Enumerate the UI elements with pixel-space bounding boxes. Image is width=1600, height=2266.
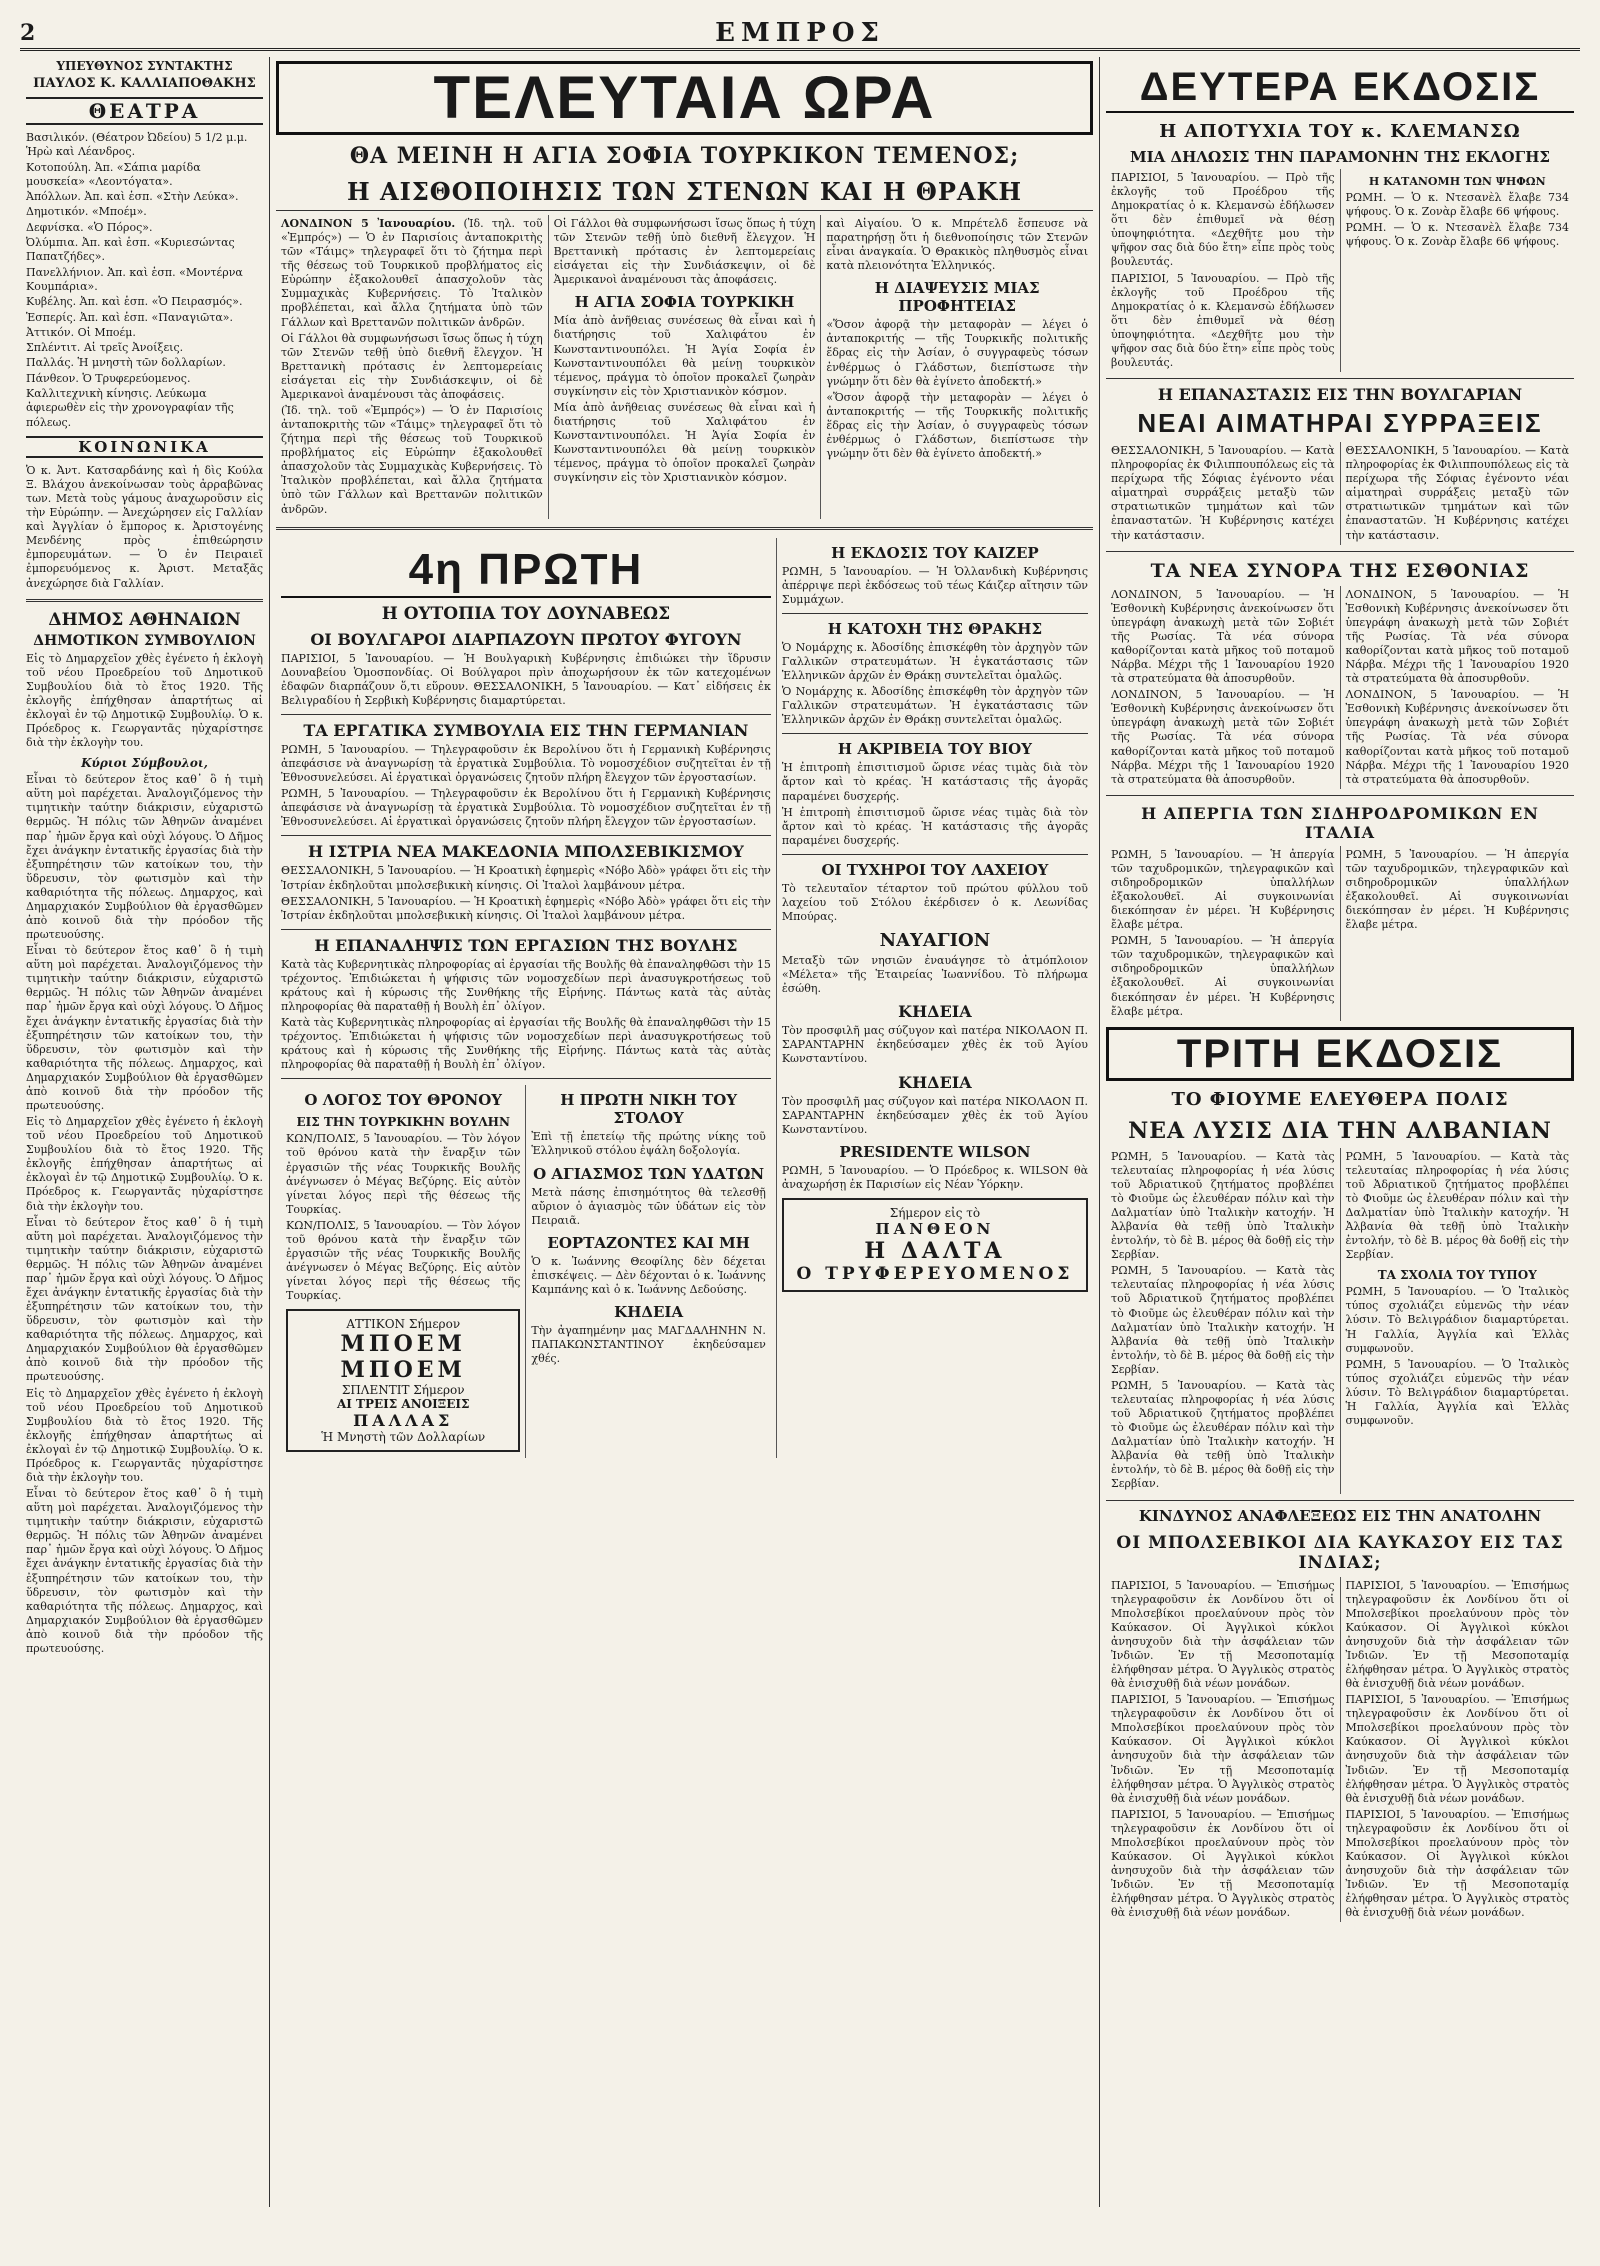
thrace-text: Ὁ Νομάρχης κ. Ἀδοσίδης ἐπισκέφθη τὸν ἀρχηγὸν τῶν Γαλλικῶν στρατευμάτων. Ἡ ἐγκατάστασις τῶν Ἑλληνικῶν ἀρχῶν ἐν Θράκῃ συντελεῖται ὁμαλῶς. [781,640,1088,683]
list-item: Πανελλήνιον. Ἀπ. καὶ ἑσπ. «Μοντέρνα Κουμπάρια». [26,265,243,293]
page-number: 2 [20,20,36,46]
throne-text: ΚΩΝ/ΠΟΛΙΣ, 5 Ἰανουαρίου. — Τὸν λόγον τοῦ θρόνου κατὰ τὴν ἔναρξιν τῶν ἐργασιῶν τῆς νέας Τουρκικῆς Βουλῆς ἀνέγνωσεν ὁ Μέγας Βεζύρης. Εἰς αὐτὸν γίνεται λόγος περὶ τῆς θέσεως τῆς Τουρκίας. [286,1218,521,1303]
municipal-subtitle: ΔΗΜΟΤΙΚΟΝ ΣΥΜΒΟΥΛΙΟΝ [33,632,256,649]
list-item: Ἀττικόν. Οἱ Μποέμ. [26,325,136,339]
column-right [1100,57,1580,2207]
list-item: Κυβέλης. Ἀπ. καὶ ἑσπ. «Ὁ Πειρασμός». [26,295,243,309]
strike-text: ΡΩΜΗ, 5 Ἰανουαρίου. — Ἡ ἀπεργία τῶν ταχυδρομικῶν, τηλεγραφικῶν καὶ σιδηροδρομικῶν ὑπαλλήλων ἐξακολουθεῖ. Αἱ συγκοινωνίαι διεκόπησαν ἐν μέρει. Ἡ Κυβέρνησις ἔλαβε μέτρα. [1345,847,1569,932]
prophecy-headline: Η ΔΙΑΨΕΥΣΙΣ ΜΙΑΣ ΠΡΟΦΗΤΕΙΑΣ [874,279,1040,316]
east-text: ΠΑΡΙΣΙΟΙ, 5 Ἰανουαρίου. — Ἐπισήμως τηλεγραφοῦσιν ἐκ Λονδίνου ὅτι οἱ Μπολσεβίκοι προελαύνουν πρὸς τὸν Καύκασον. Οἱ Ἀγγλικοὶ κύκλοι ἀνησυχοῦν διὰ τὴν ἀσφάλειαν τῶν Ἰνδιῶν. Ἐν τῇ Μεσοποταμίᾳ ἐλήφθησαν μέτρα. Ὁ Ἀγγλικὸς στρατὸς θὰ ἐνισχυθῇ διὰ νέων μονάδων. [1345,1578,1569,1691]
kaiser-title: Η ΕΚΔΟΣΙΣ ΤΟΥ ΚΑΙΖΕΡ [831,543,1039,562]
newspaper-page [20,18,1580,2228]
press-text: ΡΩΜΗ, 5 Ἰανουαρίου. — Ὁ Ἰταλικὸς τύπος σχολιάζει εὐμενῶς τὴν νέαν λύσιν. Τὸ Βελιγράδιον διαμαρτύρεται. Ἡ Γαλλία, Ἀγγλία καὶ Ἑλλὰς συμφωνοῦν. [1345,1357,1569,1427]
vote-text: ΡΩΜΗ. — Ὁ κ. Ντεσανὲλ ἔλαβε 734 ψήφους. Ὁ κ. Ζονὰρ ἔλαβε 66 ψήφους. [1345,191,1569,219]
lead-story [276,215,1093,519]
editor-name: ΠΑΥΛΟΣ Κ. ΚΑΛΛΙΑΠΟΘΑΚΗΣ [33,76,256,91]
prophecy-text: «Ὅσον ἀφορᾷ τὴν μεταφορὰν — λέγει ὁ ἀνταποκριτής — τῆς Τουρκικῆς πολιτικῆς ἕδρας εἰς τὴν Ἀσίαν, ὁ συγγραφεὺς τόσων ἐνθέρμως ὁ Γλάδστων, διεπίστωσε τὴν γνώμην ὅτι δὲν θὰ ἐγίνετο ἀποδεκτή.» [826,318,1089,388]
estonia-text: ΛΟΝΔΙΝΟΝ, 5 Ἰανουαρίου. — Ἡ Ἐσθονικὴ Κυβέρνησις ἀνεκοίνωσεν ὅτι ὑπεγράφη ἀνακωχὴ μετὰ τῶν Σοβιέτ τῆς Ρωσίας. Τὰ νέα σύνορα καθορίζονται κατὰ μῆκος τοῦ ποταμοῦ Νάρβα. Μέχρι τῆς 1 Ἰανουαρίου 1920 τὰ στρατεύματα θὰ ἀποσυρθοῦν. [1111,587,1335,686]
list-item: Δημοτικόν. «Μποέμ». [26,205,147,219]
theatre-list [26,131,263,430]
press-title: ΤΑ ΣΧΟΛΙΑ ΤΟΥ ΤΥΠΟΥ [1377,1268,1537,1283]
masthead [20,18,1580,51]
shipwreck-text: Μεταξὺ τῶν νησιῶν ἐναυάγησε τὸ ἀτμόπλοιον «Μέλετα» τῆς Ἑταιρείας Ἰωαννίδου. Τὸ πλήρωμα ἐσώθη. [781,954,1088,996]
throne-title: Ο ΛΟΓΟΣ ΤΟΥ ΘΡΟΝΟΥ [304,1091,502,1110]
istria-title: Η ΙΣΤΡΙΑ ΝΕΑ ΜΑΚΕΔΟΝΙΑ ΜΠΟΛΣΕΒΙΚΙΣΜΟΥ [308,842,744,862]
strike-title: Η ΑΠΕΡΓΙΑ ΤΩΝ ΣΙΔΗΡΟΔΡΟΜΙΚΩΝ ΕΝ ΙΤΑΛΙΑ [1141,803,1539,842]
waters-text: Μετὰ πάσης ἐπισημότητος θὰ τελεσθῇ αὔριον ὁ ἁγιασμὸς τῶν ὑδάτων εἰς τὸν Πειραιᾶ. [531,1185,766,1227]
dateline: ΛΟΝΔΙΝΟΝ 5 Ἰανουαρίου. [281,217,456,230]
east-title: ΚΙΝΔΥΝΟΣ ΑΝΑΦΛΕΞΕΩΣ ΕΙΣ ΤΗΝ ΑΝΑΤΟΛΗΝ [1138,1506,1542,1525]
albania-text: ΡΩΜΗ, 5 Ἰανουαρίου. — Κατὰ τὰς τελευταίας πληροφορίας ἡ νέα λύσις τοῦ Ἀδριατικοῦ ζητήματος προβλέπει τὸ Φιοῦμε ὡς ἐλευθέραν πόλιν καὶ τὴν Δαλματίαν ὑπὸ Ἰταλικὴν κατοχήν. Ἡ Ἀλβανία θὰ τεθῇ ὑπὸ Ἰταλικὴν ἐντολήν, τὸ δὲ Β. μέρος θὰ δοθῇ εἰς τὴν Σερβίαν. [1345,1149,1569,1262]
shipwreck-title: ΝΑΥΑΓΙΟΝ [879,930,991,952]
sofia-text: Μία ἀπὸ ἀνῆθειας συνέσεως θὰ εἶναι καὶ ἡ διατήρησις τοῦ Χαλιφάτου ἐν Κωνσταντινουπόλει. Ἡ Ἁγία Σοφία ἐν Κωνσταντινουπόλει θὰ μείνῃ τουρκικὸν τέμενος, πράγμα τὸ ὁποῖον προκαλεῖ ζωηρὰν συγκίνησιν εἰς τὸν Χριστιανικὸν κόσμον. [553,400,816,485]
municipal-speech: Εἶναι τὸ δεύτερον ἔτος καθ᾽ ὃ ἡ τιμὴ αὕτη μοὶ παρέχεται. Ἀναλογιζόμενος τὴν τιμητικὴν ταύτην διάκρισιν, εὐχαριστῶ θερμῶς. Ἡ πόλις τῶν Ἀθηνῶν ἀναμένει παρ᾽ ἡμῶν ἔργα καὶ οὐχὶ λόγους. Ὁ Δῆμος ἔχει ἀνάγκην ἐντατικῆς ἐργασίας διὰ τὴν ἐξυπηρέτησιν τῶν κατοίκων του, τὴν ὕδρευσιν, τὸν φωτισμὸν καὶ τὴν καθαριότητα τῆς πόλεως. Δημαρχος, καὶ Δημαρχιακόν Συμβούλιον θὰ ἐργασθῶμεν ἀπὸ κοινοῦ διὰ τὴν πρόοδον τῆς πρωτευούσης. [26,773,263,942]
albania-text: ΡΩΜΗ, 5 Ἰανουαρίου. — Κατὰ τὰς τελευταίας πληροφορίας ἡ νέα λύσις τοῦ Ἀδριατικοῦ ζητήματος προβλέπει τὸ Φιοῦμε ὡς ἐλευθέραν πόλιν καὶ τὴν Δαλματίαν ὑπὸ Ἰταλικὴν κατοχήν. Ἡ Ἀλβανία θὰ τεθῇ ὑπὸ Ἰταλικὴν ἐντολήν, τὸ δὲ Β. μέρος θὰ δοθῇ εἰς τὴν Σερβίαν. [1111,1378,1335,1491]
theatre-title: ΘΕΑΤΡΑ [26,97,263,125]
estonia-text: ΛΟΝΔΙΝΟΝ, 5 Ἰανουαρίου. — Ἡ Ἐσθονικὴ Κυβέρνησις ἀνεκοίνωσεν ὅτι ὑπεγράφη ἀνακωχὴ μετὰ τῶν Σοβιέτ τῆς Ρωσίας. Τὰ νέα σύνορα καθορίζονται κατὰ μῆκος τοῦ ποταμοῦ Νάρβα. Μέχρι τῆς 1 Ἰανουαρίου 1920 τὰ στρατεύματα θὰ ἀποσυρθοῦν. [1345,688,1569,786]
ad-title: ΜΠΟΕΜ [340,1331,466,1358]
dounavis-text: ΠΑΡΙΣΙΟΙ, 5 Ἰανουαρίου. — Ἡ Βουλγαρικὴ Κυβέρνησις ἐπιδιώκει τὴν ἵδρυσιν Δουναβείου Ὁμοσπονδίας. Οἱ Βούλγαροι πρὶν ἀποχωρήσουν ἐκ τῶν κατεχομένων ἐδαφῶν διαρπάζουν ὅ,τι εὕρουν. ΘΕΣΣΑΛΟΝΙΚΗ, 5 Ἰανουαρίου. — Κατ᾽ εἰδήσεις ἐκ Βελιγραδίου ἡ Σερβικὴ Κυβέρνησις διαμαρτύρεται. [281,651,771,707]
albania-title: ΝΕΑ ΛΥΣΙΣ ΔΙΑ ΤΗΝ ΑΛΒΑΝΙΑΝ [1128,1117,1552,1144]
funeral-text: Τὴν ἀγαπημένην μας ΜΑΓΔΑΛΗΝΗΝ Ν. ΠΑΠΑΚΩΝΣΤΑΝΤΙΝΟΥ ἐκηδεύσαμεν χθές. [531,1323,766,1366]
victory-text: Ἐπὶ τῇ ἐπετείῳ τῆς πρώτης νίκης τοῦ Ἑλληνικοῦ στόλου ἐψάλη δοξολογία. [531,1130,766,1158]
albania-text: ΡΩΜΗ, 5 Ἰανουαρίου. — Κατὰ τὰς τελευταίας πληροφορίας ἡ νέα λύσις τοῦ Ἀδριατικοῦ ζητήματος προβλέπει τὸ Φιοῦμε ὡς ἐλευθέραν πόλιν καὶ τὴν Δαλματίαν ὑπὸ Ἰταλικὴν κατοχήν. Ἡ Ἀλβανία θὰ τεθῇ ὑπὸ Ἰταλικὴν ἐντολήν, τὸ δὲ Β. μέρος θὰ δοθῇ εἰς τὴν Σερβίαν. [1111,1264,1335,1376]
prophecy-text: «Ὅσον ἀφορᾷ τὴν μεταφορὰν — λέγει ὁ ἀνταποκριτής — τῆς Τουρκικῆς πολιτικῆς ἕδρας εἰς τὴν Ἀσίαν, ὁ συγγραφεὺς τόσων ἐνθέρμως ὁ Γλάδστων, διεπίστωσε τὴν γνώμην ὅτι δὲν θὰ ἐγίνετο ἀποδεκτή.» [826,390,1089,461]
funeral-text: Τὸν προσφιλῆ μας σύζυγον καὶ πατέρα ΝΙΚΟΛΑΟΝ Π. ΣΑΡΑΝΤΑΡΗΝ ἐκηδεύσαμεν χθὲς ἐκ τοῦ Ἁγίου Κωνσταντίνου. [781,1094,1088,1136]
councils-text: ΡΩΜΗ, 5 Ἰανουαρίου. — Τηλεγραφοῦσιν ἐκ Βερολίνου ὅτι ἡ Γερμανικὴ Κυβέρνησις ἀπεφάσισε νὰ ἀναγνωρίσῃ τὰ ἐργατικὰ Συμβούλια. Τὸ νομοσχέδιον συζητεῖται ἐν τῇ Ἐθνοσυνελεύσει. Αἱ ἐργατικαὶ ὀργανώσεις ζητοῦν πλήρη ἔλεγχον τῶν ἐργοστασίων. [281,787,771,829]
kaiser-text: ΡΩΜΗ, 5 Ἰανουαρίου. — Ἡ Ὁλλανδικὴ Κυβέρνησις ἀπέρριψε περὶ ἐκδόσεως τοῦ τέως Κάιζερ αἴτησιν τῶν Συμμάχων. [781,564,1088,606]
speech-title: Κύριοι Σύμβουλοι, [81,756,208,771]
ad-venue: ΣΠΛΕΝΤΙΤ Σήμερον [341,1383,465,1398]
ad-venue: ΠΑΝΘΕΟΝ [875,1219,995,1238]
municipal-text: Εἰς τὸ Δημαρχεῖον χθὲς ἐγένετο ἡ ἐκλογὴ τοῦ νέου Προεδρείου τοῦ Δημοτικοῦ Συμβουλίου διὰ τὸ ἔτος 1920. Τῆς ἐκλογῆς ἐπήχθησαν ἀπαρτήτως αἱ ἐκλογαὶ ἐν τῷ Δημοτικῷ Συμβουλίῳ. Ὁ κ. Πρόεδρος κ. Γεωργαντᾶς ηὐχαρίστησε διὰ τὴν ἐκλογὴν του. [26,651,263,750]
wilson-title: PRESIDENTE WILSON [839,1142,1031,1161]
dounavis-sub: ΟΙ ΒΟΥΛΓΑΡΟΙ ΔΙΑΡΠΑΖΟΥΝ ΠΡΩΤΟΥ ΦΥΓΟΥΝ [310,629,742,649]
nameday-title: ΕΟΡΤΑΖΟΝΤΕΣ ΚΑΙ ΜΗ [547,1233,750,1252]
list-item: Ἀπόλλων. Ἀπ. καὶ ἑσπ. «Στὴν Λεύκα». [26,190,239,204]
editor-label: ΥΠΕΥΘΥΝΟΣ ΣΥΝΤΑΚΤΗΣ [56,59,233,73]
estonia-text: ΛΟΝΔΙΝΟΝ, 5 Ἰανουαρίου. — Ἡ Ἐσθονικὴ Κυβέρνησις ἀνεκοίνωσεν ὅτι ὑπεγράφη ἀνακωχὴ μετὰ τῶν Σοβιέτ τῆς Ρωσίας. Τὰ νέα σύνορα καθορίζονται κατὰ μῆκος τοῦ ποταμοῦ Νάρβα. Μέχρι τῆς 1 Ἰανουαρίου 1920 τὰ στρατεύματα θὰ ἀποσυρθοῦν. [1111,688,1335,786]
dounavis-title: Η ΟΥΤΟΠΙΑ ΤΟΥ ΔΟΥΝΑΒΕΩΣ [381,603,671,624]
list-item: Δεφνίσκα. «Ὁ Πόρος». [26,220,153,234]
funeral-title: ΚΗΔΕΙΑ [614,1302,684,1321]
lead-text: (Ἰδ. τηλ. τοῦ «Ἐμπρός») — Ὁ ἐν Παρισίοις ἀνταποκριτὴς τῶν «Τάιμς» τηλεγραφεῖ ὅτι τὸ ζήτημα περὶ τῆς θέσεως τοῦ Τουρκικοῦ προβλήματος εἰς Εὐρώπην ἐξακολουθεῖ ἀπασχολοῦν τὰς Συμμαχικὰς Κυβερνήσεις. Τὸ Ἰταλικὸν προβλέπεται, καὶ ἄλλα ζητήματα ὑπὸ τῶν Γάλλων καὶ Βρεττανῶν πολιτικῶν ἀνδρῶν. [281,404,543,516]
municipal-speech: Εἰς τὸ Δημαρχεῖον χθὲς ἐγένετο ἡ ἐκλογὴ τοῦ νέου Προεδρείου τοῦ Δημοτικοῦ Συμβουλίου διὰ τὸ ἔτος 1920. Τῆς ἐκλογῆς ἐπήχθησαν ἀπαρτήτως αἱ ἐκλογαὶ ἐν τῷ Δημοτικῷ Συμβουλίῳ. Ὁ κ. Πρόεδρος κ. Γεωργαντᾶς ηὐχαρίστησε διὰ τὴν ἐκλογὴν του. [26,1386,263,1485]
ad-title: ΜΠΟΕΜ [340,1357,466,1384]
fourth-edition-banner: 4η ΠΡΩΤΗ [281,544,771,598]
throne-text: ΚΩΝ/ΠΟΛΙΣ, 5 Ἰανουαρίου. — Τὸν λόγον τοῦ θρόνου κατὰ τὴν ἔναρξιν τῶν ἐργασιῶν τῆς νέας Τουρκικῆς Βουλῆς ἀνέγνωσεν ὁ Μέγας Βεζύρης. Εἰς αὐτὸν γίνεται λόγος περὶ τῆς θέσεως τῆς Τουρκίας. [286,1132,521,1216]
column-left [20,57,270,2207]
price-text: Ἡ ἐπιτροπὴ ἐπισιτισμοῦ ὥρισε νέας τιμὰς διὰ τὸν ἄρτον καὶ τὸ κρέας. Ἡ κατάστασις τῆς ἀγορᾶς παραμένει δυσχερής. [781,761,1088,803]
lead-text: (Ἰδ. τηλ. τοῦ «Ἐμπρός») — Ὁ ἐν Παρισίοις ἀνταποκριτὴς τῶν «Τάιμς» τηλεγραφεῖ ὅτι τὸ ζήτημα περὶ τῆς θέσεως τοῦ Τουρκικοῦ προβλήματος εἰς Εὐρώπην ἐξακολουθεῖ ἀπασχολοῦν τὰς Συμμαχικὰς Κυβερνήσεις. Τὸ Ἰταλικὸν προβλέπεται, καὶ ἄλλα ζητήματα ὑπὸ τῶν Γάλλων καὶ Βρεττανῶν πολιτικῶν ἀνδρῶν. [281,217,543,329]
parliament-text: Κατὰ τὰς Κυβερνητικὰς πληροφορίας αἱ ἐργασίαι τῆς Βουλῆς θὰ ἐπαναληφθῶσι τὴν 15 τρέχοντος. Ἐπιδιώκεται ἡ ψήφισις τῶν νομοσχεδίων περὶ ἀνασυγκροτήσεως τοῦ κράτους καὶ ἡ κύρωσις τῆς Συνθήκης τῆς Εἰρήνης. Πάντως κατὰ τὰς αὐτὰς πληροφορίας θὰ παραταθῇ ἡ Βουλὴ ἐπ᾽ ὀλίγον. [281,1016,771,1072]
price-title: Η ΑΚΡΙΒΕΙΑ ΤΟΥ ΒΙΟΥ [837,740,1032,759]
list-item: Κοτοπούλη. Ἀπ. «Σάπια μαρίδα μουσκεία» «Λεοντόγατα». [26,160,201,188]
parliament-title: Η ΕΠΑΝΑΛΗΨΙΣ ΤΩΝ ΕΡΓΑΣΙΩΝ ΤΗΣ ΒΟΥΛΗΣ [314,935,738,955]
wilson-text: ΡΩΜΗ, 5 Ἰανουαρίου. — Ὁ Πρόεδρος κ. WILSON θὰ ἀναχωρήσῃ ἐκ Παρισίων εἰς Νέαν Ὑόρκην. [781,1163,1088,1191]
top-banner: ΤΕΛΕΥΤΑΙΑ ΩΡΑ [276,61,1093,135]
fiume-title: ΤΟ ΦΙΟΥΜΕ ΕΛΕΥΘΕΡΑ ΠΟΛΙΣ [1171,1088,1509,1110]
ad-title: Ο ΤΡΥΦΕΡΕΥΟΜΕΝΟΣ [796,1263,1074,1284]
ad-title: Η ΔΑΛΤΑ [864,1237,1006,1264]
social-text: Ὁ κ. Ἀντ. Κατσαρδάνης καὶ ἡ δὶς Κούλα Ξ. Βλάχου ἀνεκοίνωσαν τοὺς ἀρραβῶνας των. Μετὰ τοὺς γάμους ἀναχωροῦσιν εἰς τὴν Εὐρώπην. — Ἀνεχώρησεν εἰς Γαλλίαν καὶ Ἀγγλίαν ὁ ἔμπορος κ. Ἀριστογένης Μενδένης πρὸς ἐπιθεώρησιν ἐμπορευμάτων. — Ὁ ἐν Πειραιεῖ ἐμπορευόμενος κ. Ἀριστ. Μεταξᾶς ἀνεχώρησε διὰ Γαλλίαν. [26,463,263,590]
bulgaria-rev-title: Η ΕΠΑΝΑΣΤΑΣΙΣ ΕΙΣ ΤΗΝ ΒΟΥΛΓΑΡΙΑΝ [1157,385,1523,405]
clemenceau-text: ΠΑΡΙΣΙΟΙ, 5 Ἰανουαρίου. — Πρὸ τῆς ἐκλογῆς τοῦ Προέδρου τῆς Δημοκρατίας ὁ κ. Κλεμανσὼ ἐδήλωσεν ὅτι δὲν ἐπιθυμεῖ νὰ θέσῃ ὑποψηφιότητα. «Δεχθῆτε μου τὴν ψῆφον σας διὰ δύο ἔτη» εἶπε πρὸς τοὺς βουλευτάς. [1111,171,1335,269]
sofia-text: Μία ἀπὸ ἀνῆθειας συνέσεως θὰ εἶναι καὶ ἡ διατήρησις τοῦ Χαλιφάτου ἐν Κωνσταντινουπόλει. Ἡ Ἁγία Σοφία ἐν Κωνσταντινουπόλει θὰ μείνῃ τουρκικὸν τέμενος, πράγμα τὸ ὁποῖον προκαλεῖ ζωηρὰν συγκίνησιν εἰς τὸν Χριστιανικὸν κόσμον. [553,314,816,398]
funeral-title: ΚΗΔΕΙΑ [898,1072,972,1092]
vote-title: Η ΚΑΤΑΝΟΜΗ ΤΩΝ ΨΗΦΩΝ [1368,175,1546,188]
councils-text: ΡΩΜΗ, 5 Ἰανουαρίου. — Τηλεγραφοῦσιν ἐκ Βερολίνου ὅτι ἡ Γερμανικὴ Κυβέρνησις ἀπεφάσισε νὰ ἀναγνωρίσῃ τὰ ἐργατικὰ Συμβούλια. Τὸ νομοσχέδιον συζητεῖται ἐν τῇ Ἐθνοσυνελεύσει. Αἱ ἐργατικαὶ ὀργανώσεις ζητοῦν πλήρη ἔλεγχον τῶν ἐργοστασίων. [281,742,771,785]
ad-title: ΑΙ ΤΡΕΙΣ ΑΝΟΙΞΕΙΣ [336,1397,470,1412]
lead-text: Οἱ Γάλλοι θὰ συμφωνήσωσι ἴσως ὅπως ἡ τύχη τῶν Στενῶν τεθῇ ὑπὸ διεθνῆ ἔλεγχον. Ἡ Βρεττανικὴ πρότασις ἐν λεπτομερείαις εἰσάγεται εἰς τὴν Συνδιάσκεψιν, οἱ δὲ Ἀμερικανοὶ ἀναμένουσι τὰς ἀποφάσεις. [553,217,816,287]
list-item: Καλλιτεχνικὴ κίνησις. Λεύκωμα ἀφιερωθὲν εἰς τὴν χρονογραφίαν τῆς πόλεως. [26,387,234,429]
municipal-speech: Εἶναι τὸ δεύτερον ἔτος καθ᾽ ὃ ἡ τιμὴ αὕτη μοὶ παρέχεται. Ἀναλογιζόμενος τὴν τιμητικὴν ταύτην διάκρισιν, εὐχαριστῶ θερμῶς. Ἡ πόλις τῶν Ἀθηνῶν ἀναμένει παρ᾽ ἡμῶν ἔργα καὶ οὐχὶ λόγους. Ὁ Δῆμος ἔχει ἀνάγκην ἐντατικῆς ἐργασίας διὰ τὴν ἐξυπηρέτησιν τῶν κατοίκων του, τὴν ὕδρευσιν, τὸν φωτισμὸν καὶ τὴν καθαριότητα τῆς πόλεως. Δημαρχος, καὶ Δημαρχιακόν Συμβούλιον θὰ ἐργασθῶμεν ἀπὸ κοινοῦ διὰ τὴν πρόοδον τῆς πρωτευούσης. [26,944,263,1112]
ad-venue: ΠΑΛΛΑΣ [353,1411,454,1431]
headline-sofia: ΘΑ ΜΕΙΝΗ Η ΑΓΙΑ ΣΟΦΙΑ ΤΟΥΡΚΙΚΟΝ ΤΕΜΕΝΟΣ; [349,143,1020,169]
price-text: Ἡ ἐπιτροπὴ ἐπισιτισμοῦ ὥρισε νέας τιμὰς διὰ τὸν ἄρτον καὶ τὸ κρέας. Ἡ κατάστασις τῆς ἀγορᾶς παραμένει δυσχερής. [781,805,1088,847]
municipal-speech: Εἶναι τὸ δεύτερον ἔτος καθ᾽ ὃ ἡ τιμὴ αὕτη μοὶ παρέχεται. Ἀναλογιζόμενος τὴν τιμητικὴν ταύτην διάκρισιν, εὐχαριστῶ θερμῶς. Ἡ πόλις τῶν Ἀθηνῶν ἀναμένει παρ᾽ ἡμῶν ἔργα καὶ οὐχὶ λόγους. Ὁ Δῆμος ἔχει ἀνάγκην ἐντατικῆς ἐργασίας διὰ τὴν ἐξυπηρέτησιν τῶν κατοίκων του, τὴν ὕδρευσιν, τὸν φωτισμὸν καὶ τὴν καθαριότητα τῆς πόλεως. Δημαρχος, καὶ Δημαρχιακόν Συμβούλιον θὰ ἐργασθῶμεν ἀπὸ κοινοῦ διὰ τὴν πρόοδον τῆς πρωτευούσης. [26,1487,263,1655]
ad-pantheon [782,1198,1088,1292]
third-edition-banner: ΤΡΙΤΗ ΕΚΔΟΣΙΣ [1106,1027,1574,1081]
vote-text: ΡΩΜΗ. — Ὁ κ. Ντεσανὲλ ἔλαβε 734 ψήφους. Ὁ κ. Ζονὰρ ἔλαβε 66 ψήφους. [1345,221,1569,249]
east-text: ΠΑΡΙΣΙΟΙ, 5 Ἰανουαρίου. — Ἐπισήμως τηλεγραφοῦσιν ἐκ Λονδίνου ὅτι οἱ Μπολσεβίκοι προελαύνουν πρὸς τὸν Καύκασον. Οἱ Ἀγγλικοὶ κύκλοι ἀνησυχοῦν διὰ τὴν ἀσφάλειαν τῶν Ἰνδιῶν. Ἐν τῇ Μεσοποταμίᾳ ἐλήφθησαν μέτρα. Ὁ Ἀγγλικὸς στρατὸς θὰ ἐνισχυθῇ διὰ νέων μονάδων. [1111,1693,1335,1805]
ad-venue: ΑΤΤΙΚΟΝ Σήμερον [346,1317,461,1332]
municipal-title: ΔΗΜΟΣ ΑΘΗΝΑΙΩΝ [48,609,241,630]
ad-venue: Σήμερον εἰς τὸ [889,1205,981,1220]
list-item: Πάνθεον. Ὁ Τρυφερεύομενος. [26,371,191,385]
parliament-text: Κατὰ τὰς Κυβερνητικὰς πληροφορίας αἱ ἐργασίαι τῆς Βουλῆς θὰ ἐπαναληφθῶσι τὴν 15 τρέχοντος. Ἐπιδιώκεται ἡ ψήφισις τῶν νομοσχεδίων περὶ ἀνασυγκροτήσεως τοῦ κράτους καὶ ἡ κύρωσις τῆς Συνθήκης τῆς Εἰρήνης. Πάντως κατὰ τὰς αὐτὰς πληροφορίας θὰ παραταθῇ ἡ Βουλὴ ἐπ᾽ ὀλίγον. [281,957,771,1013]
clemenceau-title: Η ΑΠΟΤΥΧΙΑ ΤΟΥ κ. ΚΛΕΜΑΝΣΩ [1159,121,1521,142]
strike-text: ΡΩΜΗ, 5 Ἰανουαρίου. — Ἡ ἀπεργία τῶν ταχυδρομικῶν, τηλεγραφικῶν καὶ σιδηροδρομικῶν ὑπαλλήλων ἐξακολουθεῖ. Αἱ συγκοινωνίαι διεκόπησαν ἐν μέρει. Ἡ Κυβέρνησις ἔλαβε μέτρα. [1111,847,1335,932]
strike-text: ΡΩΜΗ, 5 Ἰανουαρίου. — Ἡ ἀπεργία τῶν ταχυδρομικῶν, τηλεγραφικῶν καὶ σιδηροδρομικῶν ὑπαλλήλων ἐξακολουθεῖ. Αἱ συγκοινωνίαι διεκόπησαν ἐν μέρει. Ἡ Κυβέρνησις ἔλαβε μέτρα. [1111,934,1335,1018]
throne-sub: ΕΙΣ ΤΗΝ ΤΟΥΡΚΙΚΗΝ ΒΟΥΛΗΝ [296,1115,510,1130]
estonia-title: ΤΑ ΝΕΑ ΣΥΝΟΡΑ ΤΗΣ ΕΣΘΟΝΙΑΣ [1150,559,1530,582]
lead-text: καὶ Αἰγαίου. Ὁ κ. Μπρέτελδ ἔσπευσε νὰ παρατηρήσῃ ὅτι ἡ διεθνοποίησις τῶν Στενῶν εἶναι ἀναγκαία. Ὁ Θρακικὸς πληθυσμὸς εἶναι κατὰ πλειονότητα Ἑλληνικός. [826,217,1089,273]
bulgaria-rev-text: ΘΕΣΣΑΛΟΝΙΚΗ, 5 Ἰανουαρίου. — Κατὰ πληροφορίας ἐκ Φιλιππουπόλεως εἰς τὰ περίχωρα τῆς Σόφιας ἐγένοντο νέαι αἱματηραὶ συρράξεις μεταξὺ τῶν στρατιωτικῶν τμημάτων καὶ τῶν ἐπαναστατῶν. Ἡ Κυβέρνησις κατέχει τὴν κατάστασιν. [1111,444,1335,542]
municipal-speech: Εἶναι τὸ δεύτερον ἔτος καθ᾽ ὃ ἡ τιμὴ αὕτη μοὶ παρέχεται. Ἀναλογιζόμενος τὴν τιμητικὴν ταύτην διάκρισιν, εὐχαριστῶ θερμῶς. Ἡ πόλις τῶν Ἀθηνῶν ἀναμένει παρ᾽ ἡμῶν ἔργα καὶ οὐχὶ λόγους. Ὁ Δῆμος ἔχει ἀνάγκην ἐντατικῆς ἐργασίας διὰ τὴν ἐξυπηρέτησιν τῶν κατοίκων του, τὴν ὕδρευσιν, τὸν φωτισμὸν καὶ τὴν καθαριότητα τῆς πόλεως. Δημαρχος, καὶ Δημαρχιακόν Συμβούλιον θὰ ἐργασθῶμεν ἀπὸ κοινοῦ διὰ τὴν πρόοδον τῆς πρωτευούσης. [26,1215,263,1384]
clemenceau-sub: ΜΙΑ ΔΗΛΩΣΙΣ ΤΗΝ ΠΑΡΑΜΟΝΗΝ ΤΗΣ ΕΚΛΟΓΗΣ [1130,148,1550,166]
waters-title: Ο ΑΓΙΑΣΜΟΣ ΤΩΝ ΥΔΑΤΩΝ [533,1164,765,1183]
clemenceau-text: ΠΑΡΙΣΙΟΙ, 5 Ἰανουαρίου. — Πρὸ τῆς ἐκλογῆς τοῦ Προέδρου τῆς Δημοκρατίας ὁ κ. Κλεμανσὼ ἐδήλωσεν ὅτι δὲν ἐπιθυμεῖ νὰ θέσῃ ὑποψηφιότητα. «Δεχθῆτε μου τὴν ψῆφον σας διὰ δύο ἔτη» εἶπε πρὸς τοὺς βουλευτάς. [1111,271,1335,370]
social-title: ΚΟΙΝΩΝΙΚΑ [26,436,263,458]
nameday-text: Ὁ κ. Ἰωάννης Θεοφίλης δὲν δέχεται ἐπισκέψεις. — Δὲν δέχονται ὁ κ. Ἰωάννης Καμπάνης καὶ ὁ κ. Ἰωάννης Δεδούσης. [531,1254,766,1296]
councils-title: ΤΑ ΕΡΓΑΤΙΚΑ ΣΥΜΒΟΥΛΙΑ ΕΙΣ ΤΗΝ ΓΕΡΜΑΝΙΑΝ [303,720,749,740]
list-item: Ὀλύμπια. Ἀπ. καὶ ἑσπ. «Κυριεσώντας Παπατζήδες». [26,236,235,264]
estonia-text: ΛΟΝΔΙΝΟΝ, 5 Ἰανουαρίου. — Ἡ Ἐσθονικὴ Κυβέρνησις ἀνεκοίνωσεν ὅτι ὑπεγράφη ἀνακωχὴ μετὰ τῶν Σοβιέτ τῆς Ρωσίας. Τὰ νέα σύνορα καθορίζονται κατὰ μῆκος τοῦ ποταμοῦ Νάρβα. Μέχρι τῆς 1 Ἰανουαρίου 1920 τὰ στρατεύματα θὰ ἀποσυρθοῦν. [1345,587,1569,686]
istria-text: ΘΕΣΣΑΛΟΝΙΚΗ, 5 Ἰανουαρίου. — Ἡ Κροατικὴ ἐφημερὶς «Νόβο Ἀδὸ» γράφει ὅτι εἰς τὴν Ἰστρίαν ἐκδηλοῦται μπολσεβικικὴ κίνησις. Οἱ Ἰταλοὶ λαμβάνουν μέτρα. [281,894,771,922]
column-center [270,57,1100,2207]
east-text: ΠΑΡΙΣΙΟΙ, 5 Ἰανουαρίου. — Ἐπισήμως τηλεγραφοῦσιν ἐκ Λονδίνου ὅτι οἱ Μπολσεβίκοι προελαύνουν πρὸς τὸν Καύκασον. Οἱ Ἀγγλικοὶ κύκλοι ἀνησυχοῦν διὰ τὴν ἀσφάλειαν τῶν Ἰνδιῶν. Ἐν τῇ Μεσοποταμίᾳ ἐλήφθησαν μέτρα. Ὁ Ἀγγλικὸς στρατὸς θὰ ἐνισχυθῇ διὰ νέων μονάδων. [1345,1807,1569,1920]
ad-attikon [286,1309,520,1452]
municipal-speech: Εἰς τὸ Δημαρχεῖον χθὲς ἐγένετο ἡ ἐκλογὴ τοῦ νέου Προεδρείου τοῦ Δημοτικοῦ Συμβουλίου διὰ τὸ ἔτος 1920. Τῆς ἐκλογῆς ἐπήχθησαν ἀπαρτήτως αἱ ἐκλογαὶ ἐν τῷ Δημοτικῷ Συμβουλίῳ. Ὁ κ. Πρόεδρος κ. Γεωργαντᾶς ηὐχαρίστησε διὰ τὴν ἐκλογὴν του. [26,1115,263,1213]
sofia-headline: Η ΑΓΙΑ ΣΟΦΙΑ ΤΟΥΡΚΙΚΗ [574,293,795,312]
funeral-title: ΚΗΔΕΙΑ [898,1002,972,1022]
ad-title: Ἡ Μνηστὴ τῶν Δολλαρίων [321,1430,486,1445]
second-edition-banner: ΔΕΥΤΕΡΑ ΕΚΔΟΣΙΣ [1106,63,1574,113]
list-item: Παλλάς. Ἡ μνηστὴ τῶν δολλαρίων. [26,356,226,370]
bulgaria-rev-sub: ΝΕΑΙ ΑΙΜΑΤΗΡΑΙ ΣΥΡΡΑΞΕΙΣ [1137,408,1543,439]
lottery-title: ΟΙ ΤΥΧΗΡΟΙ ΤΟΥ ΛΑΧΕΙΟΥ [821,860,1049,879]
istria-text: ΘΕΣΣΑΛΟΝΙΚΗ, 5 Ἰανουαρίου. — Ἡ Κροατικὴ ἐφημερὶς «Νόβο Ἀδὸ» γράφει ὅτι εἰς τὴν Ἰστρίαν ἐκδηλοῦται μπολσεβικικὴ κίνησις. Οἱ Ἰταλοὶ λαμβάνουν μέτρα. [281,864,771,892]
thrace-title: Η ΚΑΤΟΧΗ ΤΗΣ ΘΡΑΚΗΣ [827,619,1043,638]
victory-title: Η ΠΡΩΤΗ ΝΙΚΗ ΤΟΥ ΣΤΟΛΟΥ [560,1091,738,1128]
list-item: Σπλέντιτ. Αἱ τρεῖς Ἀνοίξεις. [26,341,184,355]
paper-name: ΕΜΠΡΟΣ [715,18,885,48]
east-text: ΠΑΡΙΣΙΟΙ, 5 Ἰανουαρίου. — Ἐπισήμως τηλεγραφοῦσιν ἐκ Λονδίνου ὅτι οἱ Μπολσεβίκοι προελαύνουν πρὸς τὸν Καύκασον. Οἱ Ἀγγλικοὶ κύκλοι ἀνησυχοῦν διὰ τὴν ἀσφάλειαν τῶν Ἰνδιῶν. Ἐν τῇ Μεσοποταμίᾳ ἐλήφθησαν μέτρα. Ὁ Ἀγγλικὸς στρατὸς θὰ ἐνισχυθῇ διὰ νέων μονάδων. [1111,1807,1335,1920]
funeral-text: Τὸν προσφιλῆ μας σύζυγον καὶ πατέρα ΝΙΚΟΛΑΟΝ Π. ΣΑΡΑΝΤΑΡΗΝ ἐκηδεύσαμεν χθὲς ἐκ τοῦ Ἁγίου Κωνσταντίνου. [781,1024,1088,1066]
lead-text: Οἱ Γάλλοι θὰ συμφωνήσωσι ἴσως ὅπως ἡ τύχη τῶν Στενῶν τεθῇ ὑπὸ διεθνῆ ἔλεγχον. Ἡ Βρεττανικὴ πρότασις ἐν λεπτομερείαις εἰσάγεται εἰς τὴν Συνδιάσκεψιν, οἱ δὲ Ἀμερικανοὶ ἀναμένουσι τὰς ἀποφάσεις. [281,331,543,401]
center-lower [276,538,1093,1459]
list-item: Βασιλικόν. (Θέατρον Ὠδείου) 5 1/2 μ.μ. Ἡρὼ καὶ Λέανδρος. [26,131,248,159]
thrace-text: Ὁ Νομάρχης κ. Ἀδοσίδης ἐπισκέφθη τὸν ἀρχηγὸν τῶν Γαλλικῶν στρατευμάτων. Ἡ ἐγκατάστασις τῶν Ἑλληνικῶν ἀρχῶν ἐν Θράκῃ συντελεῖται ὁμαλῶς. [781,685,1088,727]
albania-text: ΡΩΜΗ, 5 Ἰανουαρίου. — Κατὰ τὰς τελευταίας πληροφορίας ἡ νέα λύσις τοῦ Ἀδριατικοῦ ζητήματος προβλέπει τὸ Φιοῦμε ὡς ἐλευθέραν πόλιν καὶ τὴν Δαλματίαν ὑπὸ Ἰταλικὴν κατοχήν. Ἡ Ἀλβανία θὰ τεθῇ ὑπὸ Ἰταλικὴν ἐντολήν, τὸ δὲ Β. μέρος θὰ δοθῇ εἰς τὴν Σερβίαν. [1111,1149,1335,1262]
east-sub: ΟΙ ΜΠΟΛΣΕΒΙΚΟΙ ΔΙΑ ΚΑΥΚΑΣΟΥ ΕΙΣ ΤΑΣ ΙΝΔΙΑΣ; [1116,1532,1564,1573]
headline-straits: Η ΑΙΣΘΟΠΟΙΗΣΙΣ ΤΩΝ ΣΤΕΝΩΝ ΚΑΙ Η ΘΡΑΚΗ [276,177,1093,211]
east-text: ΠΑΡΙΣΙΟΙ, 5 Ἰανουαρίου. — Ἐπισήμως τηλεγραφοῦσιν ἐκ Λονδίνου ὅτι οἱ Μπολσεβίκοι προελαύνουν πρὸς τὸν Καύκασον. Οἱ Ἀγγλικοὶ κύκλοι ἀνησυχοῦν διὰ τὴν ἀσφάλειαν τῶν Ἰνδιῶν. Ἐν τῇ Μεσοποταμίᾳ ἐλήφθησαν μέτρα. Ὁ Ἀγγλικὸς στρατὸς θὰ ἐνισχυθῇ διὰ νέων μονάδων. [1111,1578,1335,1691]
lottery-text: Τὸ τελευταῖον τέταρτον τοῦ πρώτου φύλλου τοῦ λαχείου τοῦ Στόλου ἐκέρδισεν ὁ κ. Λεωνίδας Μπούρας. [781,881,1088,923]
list-item: Ἑσπερίς. Ἀπ. καὶ ἑσπ. «Παναγιῶτα». [26,310,234,324]
press-text: ΡΩΜΗ, 5 Ἰανουαρίου. — Ὁ Ἰταλικὸς τύπος σχολιάζει εὐμενῶς τὴν νέαν λύσιν. Τὸ Βελιγράδιον διαμαρτύρεται. Ἡ Γαλλία, Ἀγγλία καὶ Ἑλλὰς συμφωνοῦν. [1345,1285,1569,1355]
east-text: ΠΑΡΙΣΙΟΙ, 5 Ἰανουαρίου. — Ἐπισήμως τηλεγραφοῦσιν ἐκ Λονδίνου ὅτι οἱ Μπολσεβίκοι προελαύνουν πρὸς τὸν Καύκασον. Οἱ Ἀγγλικοὶ κύκλοι ἀνησυχοῦν διὰ τὴν ἀσφάλειαν τῶν Ἰνδιῶν. Ἐν τῇ Μεσοποταμίᾳ ἐλήφθησαν μέτρα. Ὁ Ἀγγλικὸς στρατὸς θὰ ἐνισχυθῇ διὰ νέων μονάδων. [1345,1693,1569,1805]
bulgaria-rev-text: ΘΕΣΣΑΛΟΝΙΚΗ, 5 Ἰανουαρίου. — Κατὰ πληροφορίας ἐκ Φιλιππουπόλεως εἰς τὰ περίχωρα τῆς Σόφιας ἐγένοντο νέαι αἱματηραὶ συρράξεις μεταξὺ τῶν στρατιωτικῶν τμημάτων καὶ τῶν ἐπαναστατῶν. Ἡ Κυβέρνησις κατέχει τὴν κατάστασιν. [1345,444,1569,542]
